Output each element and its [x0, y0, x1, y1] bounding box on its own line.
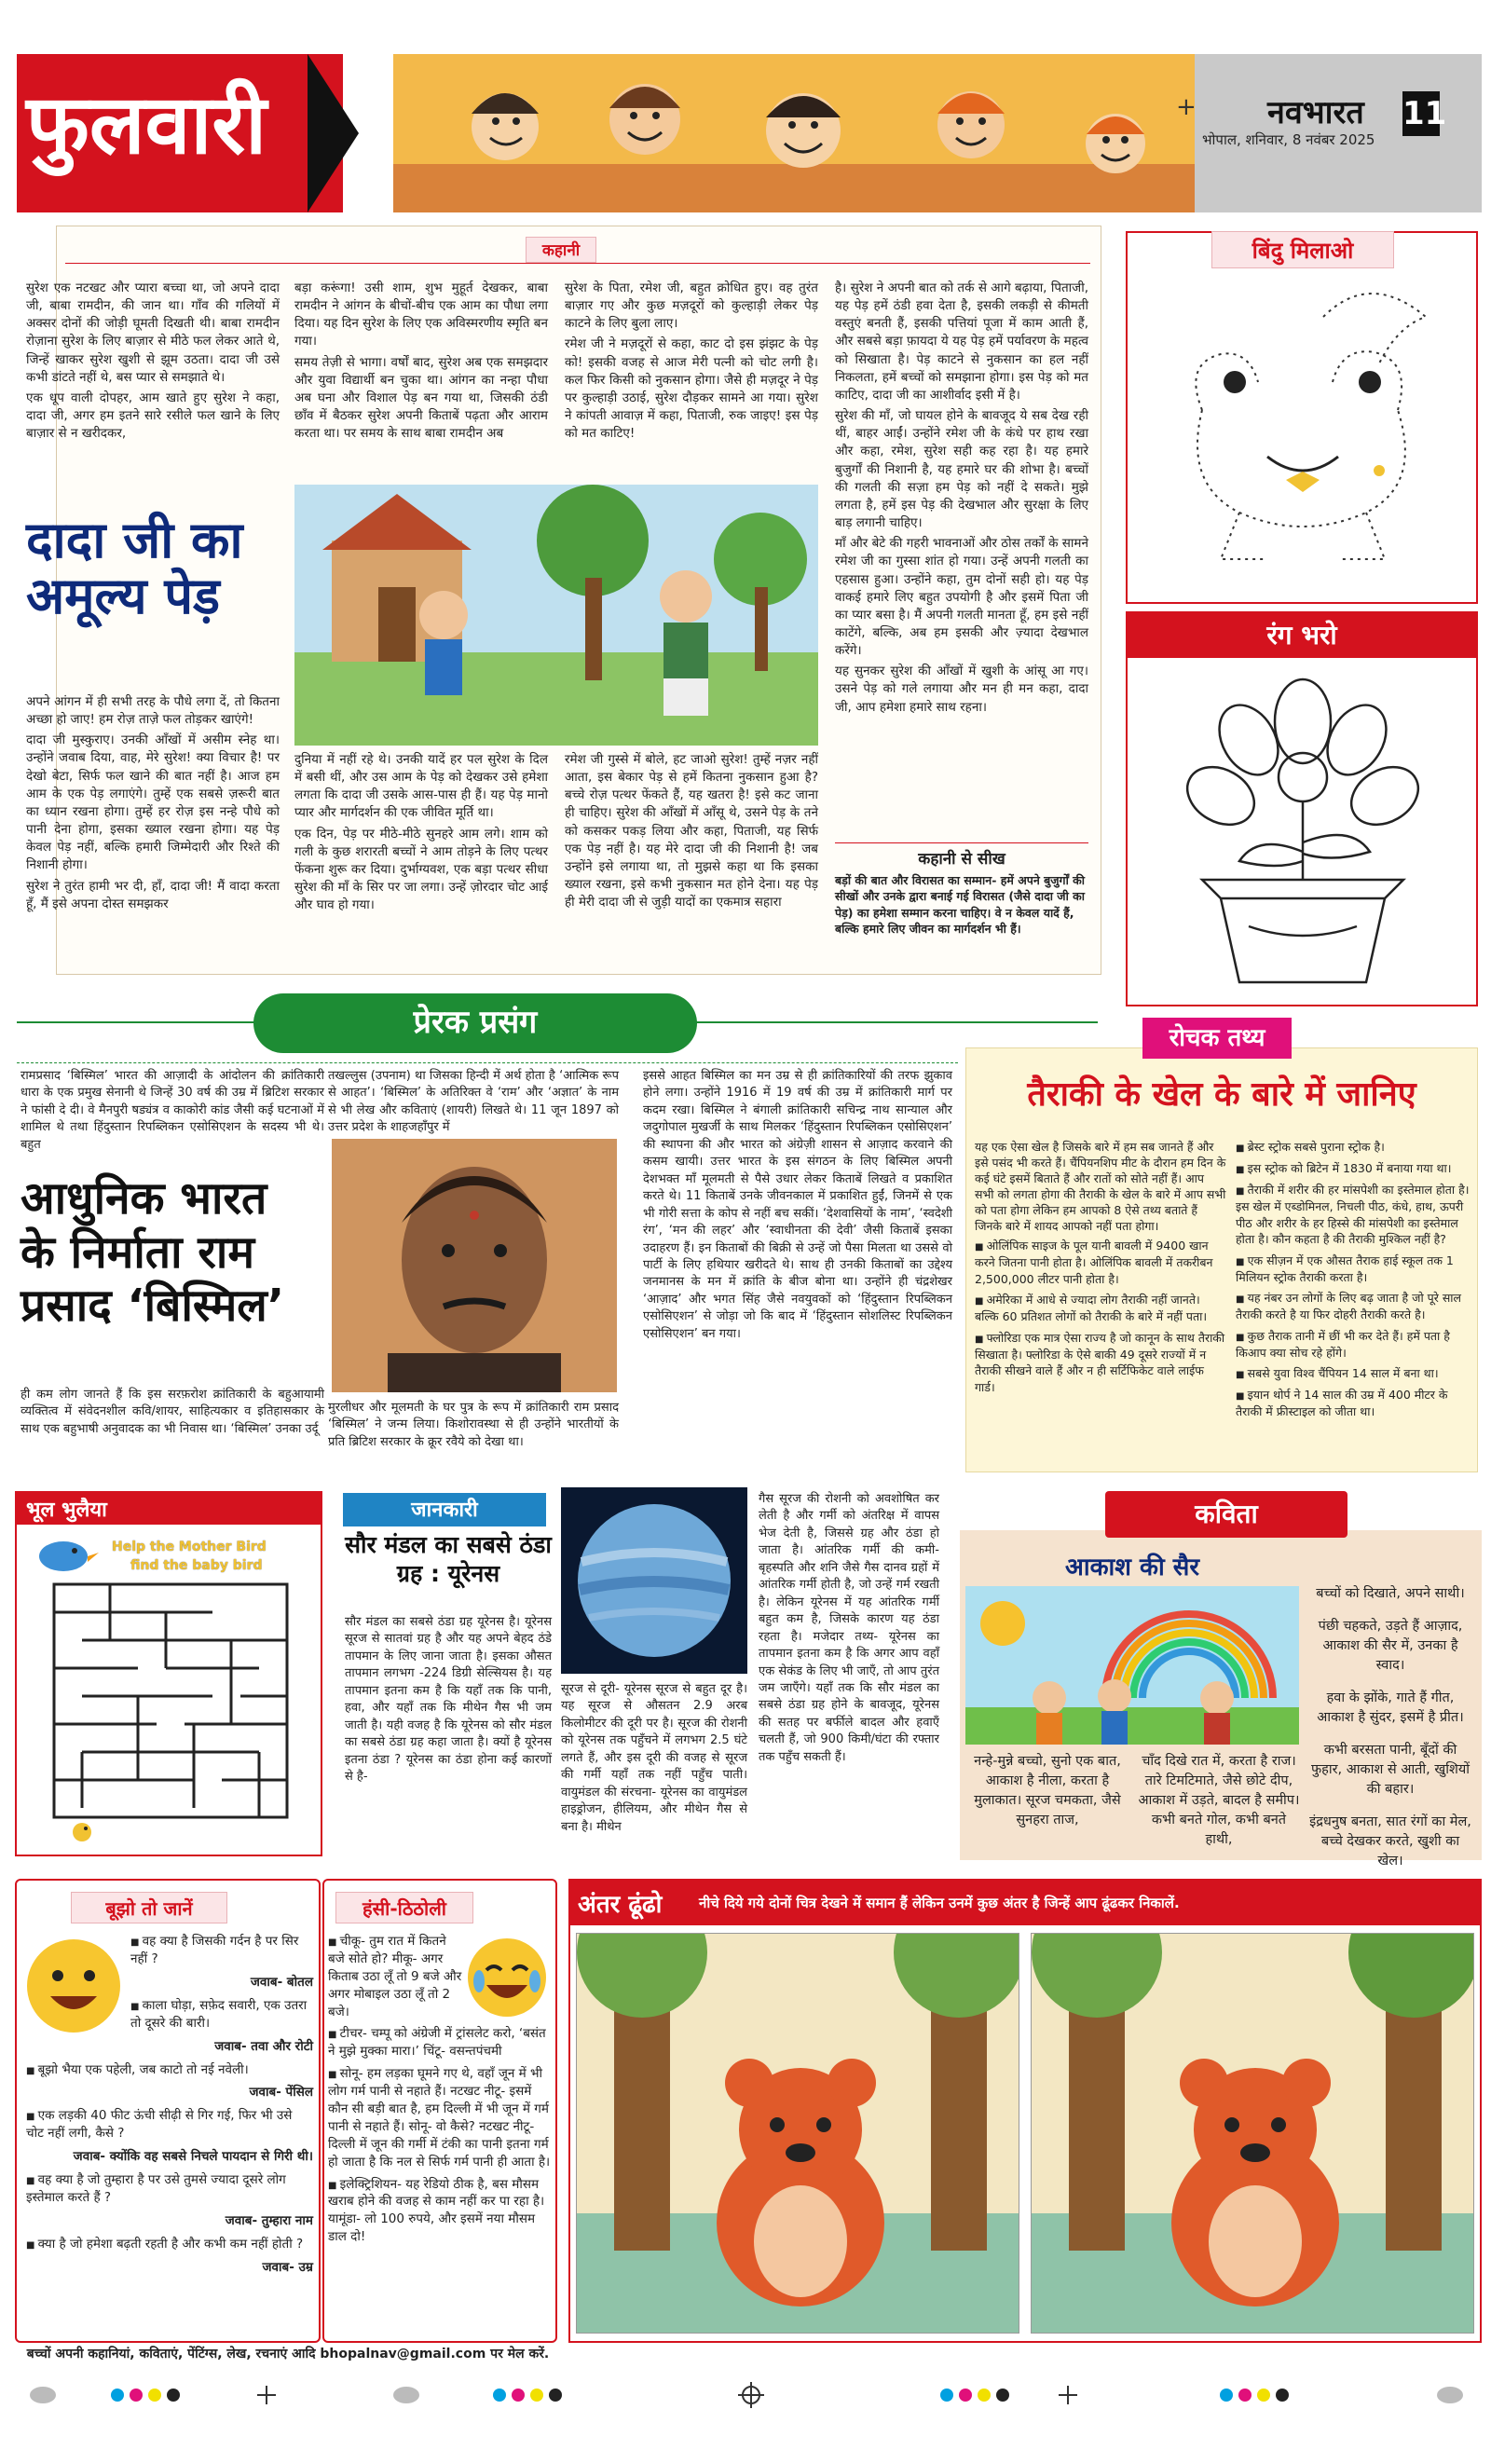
story-p16: यह सुनकर सुरेश की आँखों में खुशी के आंसू आ गए। उसने पेड़ को गले लगाया और मन ही मन कहा, दादा जी, आप हमेशा हमारे साथ रहना।: [835, 664, 1088, 715]
story-p2: एक धूप वाली दोपहर, आम खाते हुए सुरेश ने कहा, दादा जी, अगर हम इतने सारे रसीले फल खाने के लिए बाज़ार से न खरीदकर,: [26, 390, 280, 442]
moral-text: बड़ों की बात और विरासत का सम्मान- हमें अपने बुजुर्गों की सीखों और उनके द्वारा बनाई गई विरासत (जैसे दादा जी का पेड़) का हमेशा सम्मान करना चाहिए। वे न केवल यादें हैं, बल्कि हमारे लिए जीवन का मार्गदर्शन भी हैं।: [835, 873, 1086, 936]
boy-face: [419, 591, 468, 639]
story-col1-bottom: [26, 693, 280, 916]
poem-illustration: [965, 1586, 1299, 1745]
story-p13: है। सुरेश ने अपनी बात को तर्क से आगे बढ़ाया, पिताजी, यह पेड़ हमें ठंडी हवा देता है, इसकी लकड़ी से कीमती वस्तुएं बनती हैं, इसकी पत्तियां पूजा में काम आती हैं, और सबसे बड़ा फ़ायदा ये यह पेड़ हमें पर्यावरण के महत्व को सिखाता है। पेड़ काटने से नुकसान का हल नहीं निकलता, हमें बच्चों को समझाना होगा। इस पेड़ को मत काटिए, दादा जी का आशीर्वाद इसी में है।: [835, 281, 1088, 403]
dot-puzzle-drawing[interactable]: [1146, 280, 1459, 595]
prerak-headline: [21, 1172, 324, 1334]
story-col3-top: [565, 280, 818, 445]
riddle-answer: जवाब- उम्र: [262, 2259, 313, 2275]
story-headline-line1: दादा जी का: [26, 511, 243, 569]
facts-right-item: ■ यह नंबर उन लोगों के लिए बढ़ जाता है जो पूरे साल तैराकी करते है या फिर दोहरी तैराकी करते है।: [1236, 1290, 1470, 1323]
joke-item: ■ इलेक्ट्रिशियन- यह रेडियो ठीक है, बस मौसम खराब होने की वजह से काम नहीं कर पा रहा है। यामूंडा- लो 100 रुपये, और इसमें नया मौसम डाल दो!: [328, 2176, 554, 2247]
grandpa-face: [660, 570, 712, 623]
facts-right-item: ■ कुछ तैराक तानी में छीं भी कर देते हैं। हमें पता है किआप क्या सोच रहे होंगे।: [1236, 1328, 1470, 1362]
poem-stanza: पंछी चहकते, उड़ते हैं आज़ाद, आकाश की सैर में, उनका है स्वाद।: [1318, 1619, 1463, 1674]
story-p15: माँ और बेटे की गहरी भावनाओं और ठोस तर्कों के सामने रमेश जी का गुस्सा शांत हो गया। उन्हें अपनी गलती का एहसास हुआ। उन्होंने कहा, तुम दोनों सही हो। यह पेड़ वाकई हमारे लिए बहुत उपयोगी है और इसमें पिता जी का प्यार बसा है। मैं अपनी गलती मानता हूँ, हम इसे नहीं काटेंगे, बल्कि, अब हम इसकी और ज़्यादा देखभाल करेंगे।: [835, 536, 1088, 659]
riddle-question: ■ काला घोड़ा, सफ़ेद सवारी, एक उतरा तो दूसरे की बारी।: [130, 1997, 313, 2033]
spot-diff-image-left[interactable]: [576, 1933, 1019, 2334]
dot-puzzle-title: बिंदु मिलाओ: [1211, 231, 1394, 268]
poem-illustration-art: [965, 1586, 1299, 1745]
story-p3: अपने आंगन में ही सभी तरह के पौधे लगा दें, तो कितना अच्छा हो जाए! हम रोज़ ताज़े फल तोड़कर खाएंगे!: [26, 694, 280, 728]
maze-line1: Help the Mother Bird: [112, 1540, 267, 1554]
poem-bottom-left: नन्हे-मुन्ने बच्चो, सुनो एक बात, आकाश है नीला, करता है मुलाकात। सूरज चमकता, जैसे सुनहरा ताज,: [974, 1754, 1121, 1828]
prerak-col3: इससे आहत बिस्मिल का मन उम्र से ही क्रांतिकारियों की तरफ झुकाव होने लगा। उन्होंने 1916 में 19 वर्ष की उम्र में क्रांतिकारी मार्ग पर कदम रखा। बिस्मिल ने बंगाली क्रांतिकारी सचिन्द्र नाथ सान्याल और जदुगोपाल मुखर्जी के साथ मिलकर ‘हिंदुस्तान रिपब्लिकन एसोसिएशन’ की स्थापना की और भारत को अंग्रेज़ी शासन से आज़ाद करवाने की कसम खायी। उत्तर भारत के इस संगठन के लिए बिस्मिल अपनी देशभक्त माँ मूलमती से पैसे उधार लेकर किताबें लिखते व प्रकाशित करते थे। 11 किताबें उनके जीवनकाल में प्रकाशित हुईं, जिनमें से एक भी गोरी सत्ता के कोप से नहीं बच सकीं। ‘देशवासियों के नाम’, ‘स्वदेशी रंग’, ‘मन की लहर’ और ‘स्वाधीनता की देवी’ जैसी किताबें इसका उदाहरण हैं। इन किताबों की बिक्री से उन्हें जो पैसा मिलता था उससे वो पार्टी के लिए हथियार खरीदते थे। साथ ही उनकी किताबों का उद्देश्य जनमानस के मन में क्रांति के बीज बोना था। उन्होंने ही चंद्रशेखर ‘आज़ाद’ और भगत सिंह जैसे नवयुवकों को ‘हिंदुस्तान रिपब्लिकन एसोसिएशन’ से जोड़ा जो कि बाद में ‘हिंदुस्तान सोशलिस्ट रिपब्लिकन एसोसिएशन’ बन गया।: [643, 1069, 952, 1341]
riddle-question: ■ बूझो भैया एक पहेली, जब काटो तो नई नवेली।: [26, 2061, 313, 2079]
story-p4: दादा जी मुस्कुराए। उनकी आँखों में असीम स्नेह था। उन्होंने जवाब दिया, वाह, मेरे सुरेश! क्या विचार है! पर देखो बेटा, सिर्फ फल खाने की बात नहीं है। आज हम आम के एक पेड़ लगाएंगे। तुम्हें एक सबसे ज़रूरी बात का ध्यान रखना होगा। तुम्हें हर रोज़ इस नन्हे पौधे को पानी देना होगा, इसका ख्याल रखना होगा। यह पेड़ केवल पेड़ नहीं, बल्कि हमारी जिम्मेदारी और रिश्ते की निशानी होगा।: [26, 732, 280, 873]
facts-right-item: ■ एक सीज़न में एक औसत तैराक हाई स्कूल तक 1 मिलियन स्ट्रोक तैराकी करता है।: [1236, 1253, 1470, 1286]
flower-pot-art: [1146, 665, 1459, 999]
facts-right-item: ■ इस स्ट्रोक को ब्रिटेन में 1830 में बनाया गया था।: [1236, 1160, 1470, 1177]
story-p12: रमेश जी गुस्से में बोले, हट जाओ सुरेश! तुम्हें नज़र नहीं आता, इस बेकार पेड़ से हमें कितना नुकसान हुआ है? बच्चे रोज़ पत्थर फेंकते हैं, यह खतरा है! इसे कट जाना ही चाहिए। सुरेश की आँखों में आँसू थे, उसने पेड़ के तने को कसकर पकड़ लिया और कहा, पिताजी, यह सिर्फ एक पेड़ नहीं है। यह मेरे दादा जी की निशानी है! जब उन्होंने इसे लगाया था, तो मुझसे कहा था कि इसका ख्याल रखना, इसे कभी नुकसान मत होने देना। यह पेड़ ही मेरी दादा जी से जुड़ी यादों का एकमात्र सहारा: [565, 752, 818, 910]
poem-right-col: [1306, 1584, 1474, 1871]
prerak-col2-top: तखल्लुस (उपनाम) था जिसका हिन्दी में अर्थ होता है ‘आत्मिक रूप से आहत’। ‘बिस्मिल’ के अतिरिक्त वे ‘राम’ और ‘अज्ञात’ के नाम से भी लेख और कविताएं (शायरी) लिखते थे। 11 जून 1897 को उत्तर प्रदेश के शाहजहाँपुर में: [328, 1069, 619, 1135]
story-p11: रमेश जी ने मज़दूरों से कहा, काट दो इस झंझट के पेड़ को! इसकी वजह से आज मेरी पत्नी को चोट लगी है। कल फिर किसी को नुकसान होगा। जैसे ही मज़दूर ने पेड़ पर कुल्हाड़ी उठाई, सुरेश दौड़कर सामने आ गया। सुरेश ने कांपती आवाज़ में कहा, पिताजी, रुक जाइए! इस पेड़ को मत काटिए!: [565, 336, 818, 442]
logo-notch: [308, 54, 359, 212]
poem-stanza: इंद्रधनुष बनता, सात रंगों का मेल, बच्चे देखकर करते, खुशी का खेल।: [1309, 1814, 1471, 1869]
story-tag: कहानी: [526, 237, 596, 263]
poem-bottom-right: चाँद दिखे रात में, करता है राज। तारे टिमटिमाते, जैसे छोटे दीप, आकाश में उड़ते, बादल है समीप। कभी बनते गोल, कभी बनते हाथी,: [1138, 1754, 1300, 1848]
kids-banner-illustration: [393, 54, 1195, 212]
bismil-portrait: [332, 1139, 617, 1392]
uranus-col1: सौर मंडल का सबसे ठंडा ग्रह यूरेनस है। यूरेनस सूरज से सातवां ग्रह है और यह अपने बेहद ठंडे तापमान के लिए जाना जाता है। इसका औसत तापमान लगभग -224 डिग्री सेल्सियस है। यह तापमान इतना कम है कि यहाँ तक कि पानी, हवा, और यहाँ तक कि मीथेन गैस भी जम जाती है। यही वजह है कि यूरेनस को सौर मंडल का सबसे ठंडा ग्रह कहा जाता है। क्यों है यूरेनस इतना ठंडा ? यूरेनस का ठंडा होना कई कारणों से है-: [345, 1615, 552, 1785]
kid-face-2: [609, 84, 680, 155]
riddles-list: [26, 1933, 313, 2282]
story-p14: सुरेश की माँ, जो घायल होने के बावजूद ये सब देख रही थीं, बाहर आईं। उन्होंने रमेश जी के कंधे पर हाथ रखा और कहा, रमेश, सुरेश सही कह रहा है। यह हमारे बुजुर्गों की निशानी है, यह हमारे घर की शोभा है। बच्चों की गलती की सज़ा हम पेड़ को नहीं दे सकते। मुझे लगता है, हमें इस पेड़ की देखभाल और सुरक्षा के लिए बाड़ लगानी चाहिए।: [835, 408, 1088, 531]
facts-left-col: [975, 1139, 1226, 1400]
story-headline: [26, 513, 296, 625]
facts-right-item: ■ तैराकी में शरीर की हर मांसपेशी का इस्तेमाल होता है। इस खेल में एब्डोमिनल, निचली पीठ, कंधे, हाथ, ऊपरी पीठ और शरीर के हर हिस्से की मांसपेशी का इस्तेमाल होता है। कौन कहता है की तैराकी मुश्किल नहीं है?: [1236, 1182, 1470, 1248]
maze-tag: भूल भुलैया: [26, 1499, 107, 1522]
prerak-headline-line2: के निर्माता राम: [21, 1225, 255, 1279]
sun-icon: [980, 1601, 1025, 1646]
moral-box: [835, 842, 1088, 969]
story-p9: एक दिन, पेड़ पर मीठे-मीठे सुनहरे आम लगे। शाम को गली के कुछ शरारती बच्चों ने आम तोड़ने के लिए पत्थर फेंकना शुरू कर दिया। दुर्भाग्यवश, एक बड़ा पत्थर सीधा सुरेश की माँ के सिर पर जा लगा। उन्हें ज़ोरदार चोट आई और घाव हो गया।: [294, 826, 548, 913]
facts-left-item: ■ फ्लोरिडा एक मात्र ऐसा राज्य है जो कानून के साथ तैराकी सिखाता है। फ्लोरिडा के ऐसे बाकी 49 दूसरे राज्यों में न तैराकी सीखने वाले हैं और न ही सर्टिफिकेट वाले लाईफ गार्ड।: [975, 1330, 1226, 1396]
kid-face-1: [472, 93, 539, 160]
prerak-headline-line1: आधुनिक भारत: [21, 1172, 267, 1225]
uranus-tag: जानकारी: [411, 1499, 478, 1522]
uranus-image: [561, 1487, 747, 1674]
story-illustration: [294, 485, 818, 746]
facts-right-item: ■ इयान थोर्प ने 14 साल की उम्र में 400 मीटर के तैराकी में फ्रीस्टाइल को जीता था।: [1236, 1387, 1470, 1420]
poem-stanza: कभी बरसता पानी, बूँदों की फुहार, आकाश से आती, खुशियों की बहार।: [1310, 1743, 1470, 1798]
riddle-answer: जवाब- बोतल: [250, 1974, 313, 1990]
jokes-tag: हंसी-ठिठोली: [335, 1892, 473, 1923]
story-col2-bottom: [294, 751, 548, 917]
coloring-title: रंग भरो: [1266, 620, 1337, 650]
kid-face-3: [766, 93, 841, 168]
uranus-col3: गैस सूरज की रोशनी को अवशोषित कर लेती है और गर्मी को अंतरिक्ष में वापस भेज देती है, जिससे ग्रह और ठंडा हो जाता है। आंतरिक गर्मी की कमी- बृहस्पति और शनि जैसे गैस दानव ग्रहों में आंतरिक गर्मी होती है, जो उन्हें गर्म रखती है। लेकिन यूरेनस में यह आंतरिक गर्मी बहुत कम है, जिसके कारण यह ठंडा रहता है। मजेदार तथ्य- यूरेनस का तापमान इतना कम है कि अगर आप वहाँ एक सेकंड के लिए भी जाएँ, तो आप तुरंत जम जाएँगे। यहाँ तक कि सौर मंडल का सबसे ठंडा ग्रह होने के बावजूद, यूरेनस की सतह पर बर्फीले बादल और हवाएँ चलती हैं, जो 900 किमी/घंटा की रफ्तार तक पहुँच सकती हैं।: [759, 1492, 939, 1764]
mother-bird-icon: [39, 1541, 99, 1571]
facts-headline: तैराकी के खेल के बारे में जानिए: [1027, 1075, 1416, 1114]
dateline: भोपाल, शनिवार, 8 नवंबर 2025: [1202, 131, 1375, 148]
story-col3-bottom: [565, 751, 818, 914]
prerak-headline-line3: प्रसाद ‘बिस्मिल’: [21, 1280, 285, 1333]
riddle-question: ■ वह क्या है जिसकी गर्दन है पर सिर नहीं ?: [130, 1933, 313, 1968]
riddle-answer: जवाब- तुम्हारा नाम: [225, 2213, 313, 2229]
spot-diff-tag: अंतर ढूंढो: [578, 1891, 663, 1919]
maze-grid[interactable]: [26, 1528, 311, 1849]
quokka-scene-right: [1032, 1934, 1474, 2334]
spot-diff-image-right[interactable]: [1031, 1933, 1474, 2334]
facts-tag: रोचक तथ्य: [1142, 1018, 1292, 1059]
riddles-tag: बूझो तो जानें: [71, 1892, 227, 1923]
bismil-portrait-art: [332, 1139, 617, 1392]
poem-stanza: हवा के झोंके, गाते हैं गीत, आकाश है सुंदर, इसमें है प्रीत।: [1317, 1691, 1464, 1726]
uranus-planet-icon: [561, 1487, 747, 1674]
riddle-answer: जवाब- तवा और रोटी: [214, 2038, 313, 2054]
frog-dot-art: [1146, 280, 1459, 595]
facts-right-item: ■ ब्रेस्ट स्ट्रोक सबसे पुराना स्ट्रोक है।: [1236, 1139, 1470, 1156]
story-col2-top: [294, 280, 548, 445]
story-p1: सुरेश एक नटखट और प्यारा बच्चा था, जो अपने दादा जी, बाबा रामदीन, की जान था। गाँव की गलियों में अक्सर दोनों की जोड़ी घूमती दिखती थी। बाबा रामदीन रोज़ाना सुरेश के लिए बाज़ार से मीठे फल लेकर आते थे, जिन्हें खाकर सुरेश खुशी से झूम उठता। दादा जी उसे कभी डांटते नहीं थे, बस प्यार से समझाते थे।: [26, 281, 280, 385]
facts-left-item: ■ ओलिंपिक साइज के पूल यानी बावली में 9400 खान करने जितना पानी होता है। ओलिंपिक बावली में तकरीबन 2,500,000 लीटर पानी होता है।: [975, 1238, 1226, 1287]
poem-tag: कविता: [1105, 1491, 1347, 1538]
section-title: फुलवारी: [26, 76, 267, 172]
story-p5: सुरेश ने तुरंत हामी भर दी, हाँ, दादा जी! मैं वादा करता हूँ, मैं इसे अपना दोस्त समझकर: [26, 878, 280, 911]
poem-stanza: बच्चों को दिखाते, अपने साथी।: [1316, 1586, 1465, 1601]
facts-intro: यह एक ऐसा खेल है जिसके बारे में हम सब जानते हैं और इसे पसंद भी करते हैं। चैंपियनशिप मीट के दौरान हम दिन के कई घंटे इसमें बिताते हैं और रातों को सोते नहीं हैं। आप सभी को लगता होगा की तैराकी के खेल के बारे में आप सभी को पता होगा लेकिन हम आपको 8 ऐसे तथ्य बताते हैं जिनके बारे में शायद आपको नहीं पता होगा।: [975, 1140, 1226, 1233]
kids-banner-art: [393, 54, 1195, 212]
page-number: 11: [1402, 91, 1440, 136]
riddle-question: ■ एक लड़की 40 फीट ऊंची सीढ़ी से गिर गई, फिर भी उसे चोट नहीं लगी, कैसे ?: [26, 2107, 313, 2142]
story-col1-top: [26, 280, 280, 445]
joke-item: ■ सोनू- हम लड़का घूमने गए थे, वहाँ जून में भी लोग गर्म पानी से नहाते हैं। नटखट नीटू- इसमें कौन सी बड़ी बात है, हम दिल्ली में भी जून में गर्म पानी से नहाते हैं। सोनू- वो कैसे? नटखट नीटू- दिल्ली में जून की गर्मी में टंकी का पानी इतना गर्म हो जाता है कि नल से सिर्फ गर्म पानी ही आता है।: [328, 2065, 554, 2170]
paper-name: नवभारत: [1267, 94, 1364, 131]
kid-face-5: [1086, 114, 1145, 173]
prerak-col2-bottom: मुरलीधर और मूलमती के घर पुत्र के रूप में क्रांतिकारी राम प्रसाद ‘बिस्मिल’ ने जन्म लिया। किशोरावस्था से ही उन्होंने भारतीयों के प्रति ब्रिटिश सरकार के क्रूर रवैये को देखा था।: [328, 1401, 619, 1449]
story-p8: दुनिया में नहीं रहे थे। उनकी यादें हर पल सुरेश के दिल में बसी थीं, और उस आम के पेड़ को देखकर उसे हमेशा लगता कि दादा जी उसके आस-पास ही हैं। यह पेड़ मानो प्यार और मार्गदर्शन की एक जीवित मूर्ति था।: [294, 752, 548, 821]
maze-line2: find the baby bird: [130, 1558, 263, 1573]
quokka-scene-left: [577, 1934, 1019, 2334]
joke-item: ■ टीचर- चम्पू को अंग्रेजी में ट्रांसलेट करो, ‘बसंत ने मुझे मुक्का मारा।’ चिंटू- वसन्तपंचमी: [328, 2025, 554, 2060]
prerak-tab: प्रेरक प्रसंग: [253, 993, 697, 1053]
story-headline-line2: अमूल्य पेड़: [26, 567, 220, 626]
registration-strip: [15, 2378, 1482, 2412]
story-rule: [65, 263, 1090, 264]
joke-item: ■ चीकू- तुम रात में कितने बजे सोते हो? मीकू- अगर किताब उठा लूँ तो 9 बजे और अगर मोबाइल उठा लूँ तो 2 बजे।: [328, 1933, 554, 2020]
story-p10: सुरेश के पिता, रमेश जी, बहुत क्रोधित हुए। वह तुरंत बाज़ार गए और कुछ मज़दूरों को कुल्हाड़ी लेकर पेड़ काटने के लिए बुला लाए।: [565, 281, 818, 332]
moral-title: कहानी से सीख: [918, 850, 1005, 869]
uranus-headline: सौर मंडल का सबसे ठंडा ग्रह : यूरेनस: [345, 1531, 552, 1588]
kid-face-4: [937, 91, 1005, 158]
riddle-question: ■ क्या है जो हमेशा बढ़ती रहती है और कभी कम नहीं होती ?: [26, 2236, 313, 2253]
facts-left-item: ■ अमेरिका में आधे से ज्यादा लोग तैराकी नहीं जानते। बल्कि 60 प्रतिशत लोगों को तैराकी के बारे में नहीं पता।: [975, 1292, 1226, 1325]
facts-right-item: ■ सबसे युवा विश्व चैंपियन 14 साल में बना था।: [1236, 1365, 1470, 1382]
riddle-answer: जवाब- पेंसिल: [249, 2085, 313, 2101]
coloring-drawing[interactable]: [1146, 665, 1459, 999]
maze-art: [26, 1528, 311, 1849]
jokes-list: [328, 1933, 554, 2251]
registration-marks: [15, 2378, 1482, 2412]
uranus-col2: सूरज से दूरी- यूरेनस सूरज से बहुत दूर है। यह सूरज से औसतन 2.9 अरब किलोमीटर की दूरी पर है। सूरज की रोशनी को यूरेनस तक पहुँचने में लगभग 2.5 घंटे लगते हैं, और इस दूरी की वजह से सूरज की गर्मी यहाँ तक नहीं पहुँच पाती। वायुमंडल की संरचना- यूरेनस का वायुमंडल हाइड्रोजन, हीलियम, और मीथेन गैस से बना है। मीथेन: [561, 1682, 747, 1834]
poem-title: आकाश की सैर: [1065, 1554, 1199, 1581]
registration-cross-icon: +: [1176, 93, 1197, 121]
story-p7: समय तेज़ी से भागा। वर्षों बाद, सुरेश अब एक समझदार और युवा विद्यार्थी बन चुका था। आंगन का नन्हा पौधा अब घना और विशाल पेड़ बन गया था, जिसकी ठंडी छाँव में बैठकर सुरेश अपनी किताबें पढ़ता और आराम करता था। पर समय के साथ बाबा रामदीन अब: [294, 354, 548, 442]
story-p6: बड़ा करूंगा! उसी शाम, शुभ मुहूर्त देखकर, बाबा रामदीन ने आंगन के बीचों-बीच एक आम का पौधा लगा दिया। यह दिन सुरेश के लिए एक अविस्मरणीय स्मृति बन गया।: [294, 281, 548, 349]
story-col4: [835, 280, 1088, 719]
riddle-answer: जवाब- क्योंकि वह सबसे निचले पायदान से गिरी थी।: [73, 2149, 313, 2165]
baby-bird-icon: [73, 1823, 91, 1841]
spot-diff-instruction: नीचे दिये गये दोनों चित्र देखने में समान हैं लेकिन उनमें कुछ अंतर है जिन्हें आप ढूंढकर निकालें.: [699, 1895, 1180, 1911]
facts-right-col: [1236, 1139, 1470, 1425]
prerak-col1-top: रामप्रसाद ‘बिस्मिल’ भारत की आज़ादी के आंदोलन की क्रांतिकारी धारा के एक प्रमुख सेनानी थे जिन्हें 30 वर्ष की उम्र में ब्रिटिश सरकार ने फांसी दे दी। वे मैनपुरी षड्यंत्र व काकोरी कांड जैसी कई घटनाओं में शामिल थे तथा हिंदुस्तान रिपब्लिकन एसोसिएशन के सदस्य भी थे। बहुत: [21, 1069, 324, 1152]
footer-note: बच्चों अपनी कहानियां, कविताएं, पेंटिंग्स, लेख, रचनाएं आदि bhopalnav@gmail.com पर मेल करें.: [26, 2347, 550, 2361]
prerak-col1-bottom: ही कम लोग जानते हैं कि इस सरफ़रोश क्रांतिकारी के बहुआयामी व्यक्तित्व में संवेदनशील कवि/शायर, साहित्यकार व इतिहासकार के साथ एक बहुभाषी अनुवादक का भी निवास था। ‘बिस्मिल’ उनका उर्दू: [21, 1388, 324, 1436]
story-illustration-art: [294, 485, 818, 746]
riddle-question: ■ वह क्या है जो तुम्हारा है पर उसे तुमसे ज्यादा दूसरे लोग इस्तेमाल करते हैं ?: [26, 2171, 313, 2207]
